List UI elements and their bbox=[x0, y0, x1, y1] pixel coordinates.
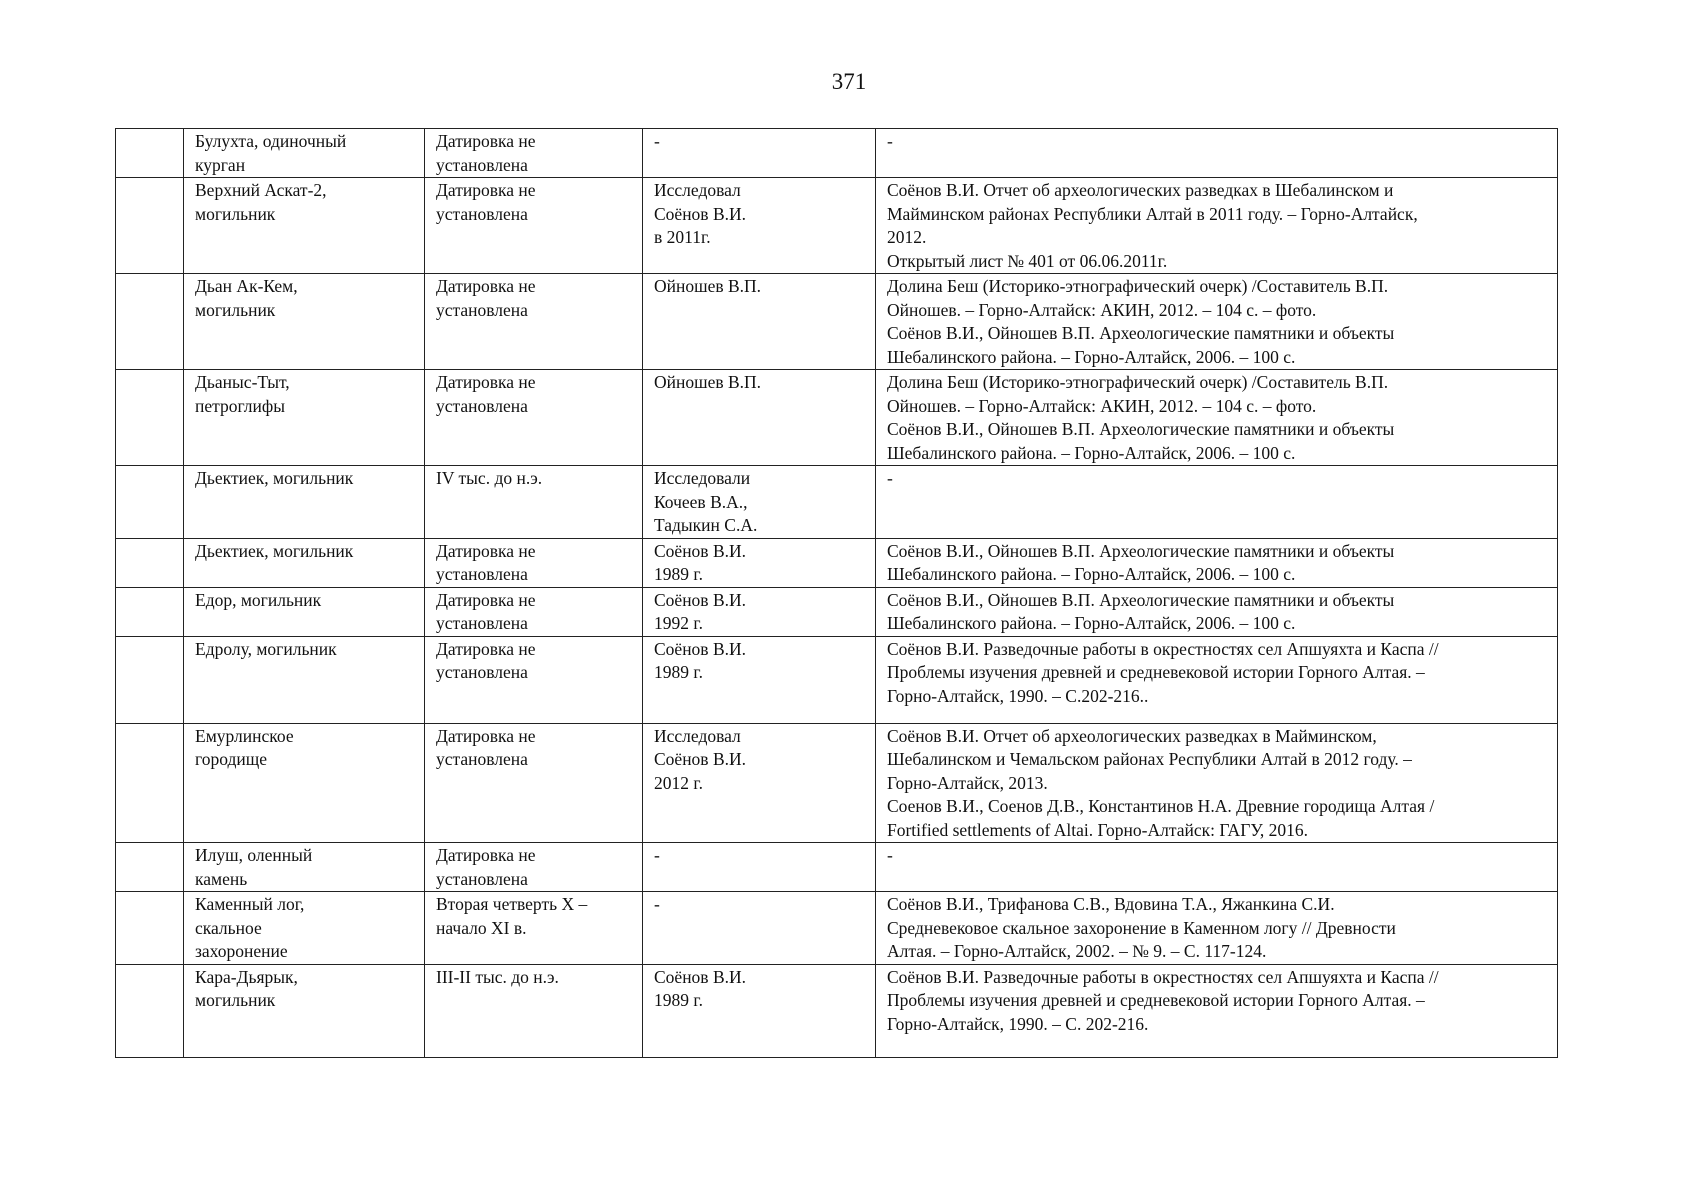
dating-line: начало XI в. bbox=[436, 917, 527, 938]
dating-line: Датировка не bbox=[436, 276, 536, 296]
site-name-cell bbox=[184, 370, 425, 466]
number-cell bbox=[116, 843, 184, 892]
researcher-line: в 2011г. bbox=[654, 227, 711, 247]
site-name-line: Кара-Дьярык, bbox=[195, 966, 298, 987]
dating-line: установлена bbox=[436, 662, 528, 682]
dating-line: Вторая четверть X – bbox=[436, 894, 588, 914]
site-name-line: курган bbox=[195, 154, 246, 175]
literature-line: Соёнов В.И., Ойношев В.П. Археологические памятники и объекты bbox=[887, 540, 1395, 561]
researcher-line: Исследовал bbox=[654, 725, 741, 746]
table-row bbox=[116, 129, 1558, 178]
number-cell bbox=[116, 587, 184, 636]
site-name-cell bbox=[184, 129, 425, 178]
dating-cell bbox=[425, 843, 643, 892]
number-cell bbox=[116, 892, 184, 965]
literature-cell bbox=[876, 587, 1558, 636]
dating-cell bbox=[425, 636, 643, 723]
literature-line: Соёнов В.И. Отчет об археологических разведках в Майминском, bbox=[887, 725, 1377, 746]
literature-line: Проблемы изучения древней и средневековой истории Горного Алтая. – bbox=[887, 662, 1425, 682]
literature-line: Соёнов В.И., Ойношев В.П. Археологические памятники и объекты bbox=[887, 323, 1395, 343]
number-cell bbox=[116, 466, 184, 539]
dating-line: Датировка не bbox=[436, 131, 536, 151]
site-name-cell bbox=[184, 723, 425, 843]
researcher-line: 1989 г. bbox=[654, 990, 703, 1010]
dating-line: Датировка не bbox=[436, 725, 536, 746]
literature-line: Шебалинском и Чемальском районах Республики Алтай в 2012 году. – bbox=[887, 749, 1412, 769]
literature-cell bbox=[876, 129, 1558, 178]
literature-cell bbox=[876, 892, 1558, 965]
literature-line: Соёнов В.И. Отчет об археологических разведках в Шебалинском и bbox=[887, 180, 1394, 200]
researcher-cell bbox=[643, 466, 876, 539]
table-row bbox=[116, 370, 1558, 466]
researcher-line: Соёнов В.И. bbox=[654, 203, 747, 224]
researcher-line: Ойношев В.П. bbox=[654, 276, 762, 296]
literature-line: Горно-Алтайск, 2013. bbox=[887, 772, 1048, 793]
site-name-line: Илуш, оленный bbox=[195, 845, 313, 865]
literature-line: Шебалинского района. – Горно-Алтайск, 2006. – 100 с. bbox=[887, 564, 1296, 584]
dating-cell bbox=[425, 370, 643, 466]
researcher-line: Соёнов В.И. bbox=[654, 638, 747, 659]
researcher-line: Соёнов В.И. bbox=[654, 749, 747, 769]
literature-line: Алтая. – Горно-Алтайск, 2002. – № 9. – С. 117-124. bbox=[887, 941, 1267, 961]
researcher-cell bbox=[643, 129, 876, 178]
dating-line: установлена bbox=[436, 749, 528, 769]
literature-line: Fortified settlements of Altai. Горно-Алтайск: ГАГУ, 2016. bbox=[887, 819, 1308, 840]
dating-cell bbox=[425, 274, 643, 370]
literature-cell bbox=[876, 723, 1558, 843]
literature-cell bbox=[876, 538, 1558, 587]
researcher-line: Соёнов В.И. bbox=[654, 589, 747, 610]
site-name-cell bbox=[184, 538, 425, 587]
monuments-table bbox=[115, 128, 1558, 1058]
literature-cell bbox=[876, 466, 1558, 539]
dating-line: установлена bbox=[436, 299, 528, 320]
dating-cell bbox=[425, 178, 643, 274]
literature-line: Долина Беш (Историко-этнографический очерк) /Составитель В.П. bbox=[887, 276, 1389, 296]
site-name-line: петроглифы bbox=[195, 395, 285, 416]
researcher-line: 1989 г. bbox=[654, 662, 703, 682]
table-row bbox=[116, 538, 1558, 587]
dating-cell bbox=[425, 466, 643, 539]
site-name-line: Дьектиек, могильник bbox=[195, 468, 354, 488]
site-name-cell bbox=[184, 274, 425, 370]
number-cell bbox=[116, 178, 184, 274]
table-row bbox=[116, 964, 1558, 1057]
site-name-line: городище bbox=[195, 749, 267, 769]
literature-cell bbox=[876, 964, 1558, 1057]
site-name-cell bbox=[184, 587, 425, 636]
dating-cell bbox=[425, 964, 643, 1057]
dating-line: установлена bbox=[436, 868, 528, 889]
dating-line: Датировка не bbox=[436, 845, 536, 865]
researcher-cell bbox=[643, 178, 876, 274]
dating-line: Датировка не bbox=[436, 638, 536, 659]
site-name-cell bbox=[184, 636, 425, 723]
table-row bbox=[116, 178, 1558, 274]
literature-line: Соёнов В.И., Трифанова С.В., Вдовина Т.А., Яжанкина С.И. bbox=[887, 894, 1335, 914]
researcher-line: 1992 г. bbox=[654, 613, 703, 633]
literature-cell bbox=[876, 636, 1558, 723]
table-row bbox=[116, 892, 1558, 965]
researcher-line: 2012 г. bbox=[654, 772, 703, 793]
dating-line: Датировка не bbox=[436, 372, 536, 392]
literature-line: Проблемы изучения древней и средневековой истории Горного Алтая. – bbox=[887, 990, 1425, 1010]
literature-line: Соёнов В.И. Разведочные работы в окрестностях сел Апшуяхта и Каспа // bbox=[887, 966, 1439, 987]
dating-line: IV тыс. до н.э. bbox=[436, 468, 543, 488]
researcher-line: Исследовали bbox=[654, 468, 751, 488]
site-name-line: камень bbox=[195, 868, 248, 889]
literature-line: Средневековое скальное захоронение в Каменном логу // Древности bbox=[887, 917, 1396, 938]
literature-line: 2012. bbox=[887, 227, 927, 247]
literature-line: Шебалинского района. – Горно-Алтайск, 2006. – 100 с. bbox=[887, 442, 1296, 463]
site-name-line: скальное bbox=[195, 917, 262, 938]
number-cell bbox=[116, 538, 184, 587]
number-cell bbox=[116, 370, 184, 466]
literature-cell bbox=[876, 274, 1558, 370]
researcher-cell bbox=[643, 892, 876, 965]
literature-line: Ойношев. – Горно-Алтайск: АКИН, 2012. – 104 с. – фото. bbox=[887, 299, 1317, 320]
researcher-cell bbox=[643, 636, 876, 723]
literature-cell bbox=[876, 370, 1558, 466]
literature-line: Соенов В.И., Соенов Д.В., Константинов Н.А. Древние городища Алтая / bbox=[887, 796, 1435, 816]
dating-cell bbox=[425, 892, 643, 965]
dating-line: Датировка не bbox=[436, 589, 536, 610]
dating-cell bbox=[425, 723, 643, 843]
dating-line: III-II тыс. до н.э. bbox=[436, 966, 559, 987]
dating-line: установлена bbox=[436, 203, 528, 224]
site-name-cell bbox=[184, 178, 425, 274]
literature-line: Соёнов В.И., Ойношев В.П. Археологические памятники и объекты bbox=[887, 419, 1395, 439]
table-body bbox=[116, 129, 1558, 1058]
literature-cell bbox=[876, 843, 1558, 892]
literature-line: - bbox=[887, 845, 893, 865]
dating-line: установлена bbox=[436, 613, 528, 633]
number-cell bbox=[116, 723, 184, 843]
researcher-line: Соёнов В.И. bbox=[654, 540, 747, 561]
table-row bbox=[116, 723, 1558, 843]
table-row bbox=[116, 636, 1558, 723]
table-row bbox=[116, 587, 1558, 636]
site-name-cell bbox=[184, 843, 425, 892]
literature-cell bbox=[876, 178, 1558, 274]
literature-line: Горно-Алтайск, 1990. – С.202-216.. bbox=[887, 685, 1149, 706]
site-name-line: Дьан Ак-Кем, bbox=[195, 276, 298, 296]
site-name-line: могильник bbox=[195, 990, 276, 1010]
page-number: 371 bbox=[831, 69, 867, 94]
table-row bbox=[116, 274, 1558, 370]
literature-line: - bbox=[887, 131, 893, 151]
researcher-cell bbox=[643, 587, 876, 636]
researcher-cell bbox=[643, 274, 876, 370]
dating-cell bbox=[425, 538, 643, 587]
number-cell bbox=[116, 964, 184, 1057]
literature-line: - bbox=[887, 468, 893, 488]
number-cell bbox=[116, 129, 184, 178]
number-cell bbox=[116, 274, 184, 370]
dating-line: Датировка не bbox=[436, 540, 536, 561]
literature-line: Соёнов В.И., Ойношев В.П. Археологические памятники и объекты bbox=[887, 589, 1395, 610]
site-name-line: Верхний Аскат-2, bbox=[195, 180, 327, 200]
literature-line: Шебалинского района. – Горно-Алтайск, 2006. – 100 с. bbox=[887, 346, 1296, 367]
table-row bbox=[116, 466, 1558, 539]
number-cell bbox=[116, 636, 184, 723]
researcher-cell bbox=[643, 370, 876, 466]
site-name-line: захоронение bbox=[195, 941, 288, 961]
site-name-cell bbox=[184, 466, 425, 539]
site-name-line: могильник bbox=[195, 203, 276, 224]
dating-cell bbox=[425, 587, 643, 636]
researcher-line: - bbox=[654, 894, 660, 914]
researcher-line: Ойношев В.П. bbox=[654, 372, 762, 392]
researcher-line: Тадыкин С.А. bbox=[654, 515, 758, 535]
literature-line: Ойношев. – Горно-Алтайск: АКИН, 2012. – 104 с. – фото. bbox=[887, 395, 1317, 416]
site-name-line: могильник bbox=[195, 299, 276, 320]
dating-line: установлена bbox=[436, 564, 528, 584]
literature-line: Шебалинского района. – Горно-Алтайск, 2006. – 100 с. bbox=[887, 613, 1296, 633]
site-name-line: Дьектиек, могильник bbox=[195, 540, 354, 561]
dating-cell bbox=[425, 129, 643, 178]
researcher-line: - bbox=[654, 845, 660, 865]
site-name-line: Каменный лог, bbox=[195, 894, 305, 914]
site-name-line: Булухта, одиночный bbox=[195, 131, 347, 151]
site-name-line: Едролу, могильник bbox=[195, 638, 337, 659]
literature-line: Долина Беш (Историко-этнографический очерк) /Составитель В.П. bbox=[887, 372, 1389, 392]
site-name-line: Дьаныс-Тыт, bbox=[195, 372, 290, 392]
literature-line: Майминском районах Республики Алтай в 2011 году. – Горно-Алтайск, bbox=[887, 203, 1418, 224]
site-name-line: Едор, могильник bbox=[195, 589, 322, 610]
literature-line: Горно-Алтайск, 1990. – С. 202-216. bbox=[887, 1013, 1149, 1034]
researcher-cell bbox=[643, 964, 876, 1057]
site-name-cell bbox=[184, 964, 425, 1057]
researcher-line: 1989 г. bbox=[654, 564, 703, 584]
researcher-line: - bbox=[654, 131, 660, 151]
dating-line: установлена bbox=[436, 154, 528, 175]
table-row bbox=[116, 843, 1558, 892]
researcher-line: Кочеев В.А., bbox=[654, 491, 748, 512]
site-name-cell bbox=[184, 892, 425, 965]
literature-line: Открытый лист № 401 от 06.06.2011г. bbox=[887, 250, 1168, 271]
literature-line: Соёнов В.И. Разведочные работы в окрестностях сел Апшуяхта и Каспа // bbox=[887, 638, 1439, 659]
dating-line: установлена bbox=[436, 395, 528, 416]
researcher-line: Исследовал bbox=[654, 180, 741, 200]
researcher-cell bbox=[643, 538, 876, 587]
dating-line: Датировка не bbox=[436, 180, 536, 200]
researcher-cell bbox=[643, 723, 876, 843]
researcher-line: Соёнов В.И. bbox=[654, 966, 747, 987]
site-name-line: Емурлинское bbox=[195, 725, 294, 746]
researcher-cell bbox=[643, 843, 876, 892]
